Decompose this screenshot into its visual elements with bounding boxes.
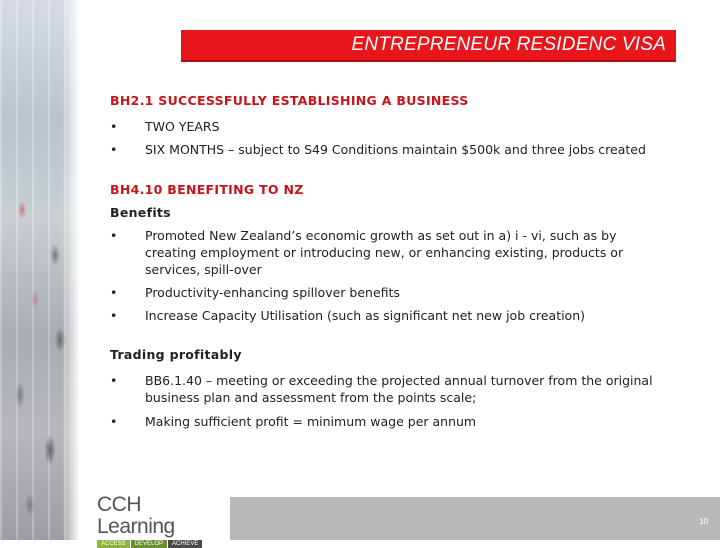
list-item-text: Increase Capacity Utilisation (such as significant net new job creation) xyxy=(145,308,586,323)
footer-bar xyxy=(230,497,720,540)
logo-tagline xyxy=(97,540,217,548)
list-item-text: BB6.1.40 – meeting or exceeding the projected annual turnover from the original business plan and assessment from the points scale; xyxy=(145,373,653,405)
list-item-text: TWO YEARS xyxy=(145,119,220,134)
logo-tag-access: ACCESS xyxy=(97,540,130,548)
list-item-text: Productivity-enhancing spillover benefits xyxy=(145,285,400,300)
bullet: • xyxy=(110,119,118,134)
title-banner xyxy=(181,30,676,62)
list-item xyxy=(110,284,670,301)
list-item xyxy=(110,413,670,430)
slide-content xyxy=(110,92,670,430)
bullet: • xyxy=(110,308,118,323)
logo-tag-achieve: ACHIEVE xyxy=(168,540,202,548)
section-heading-bh2-1: BH2.1 SUCCESSFULLY ESTABLISHING A BUSINESS xyxy=(110,93,469,108)
bullet: • xyxy=(110,373,118,388)
bullet: • xyxy=(110,228,118,243)
logo-tag-develop: DEVELOP xyxy=(131,540,167,548)
list-item xyxy=(110,141,670,158)
trading-subheading: Trading profitably xyxy=(110,347,242,362)
slide-title: ENTREPRENEUR RESIDENC VISA xyxy=(351,34,666,55)
section-heading-bh4-10: BH4.10 BENEFITING TO NZ xyxy=(110,182,304,197)
list-item xyxy=(110,118,670,135)
list-item-text: SIX MONTHS – subject to S49 Conditions maintain $500k and three jobs created xyxy=(145,142,646,157)
bullet: • xyxy=(110,142,118,157)
list-item xyxy=(110,372,670,406)
photo-fade xyxy=(62,0,80,540)
list-item-text: Promoted New Zealand’s economic growth as set out in a) i - vi, such as by creating employment or introducing new, or enhancing existing, products or services, spill-over xyxy=(145,228,624,277)
logo-text: CCH Learning xyxy=(97,493,175,538)
list-item xyxy=(110,307,670,324)
bullet: • xyxy=(110,285,118,300)
list-item-text: Making sufficient profit = minimum wage per annum xyxy=(145,414,477,429)
benefits-subheading: Benefits xyxy=(110,205,171,220)
bullet: • xyxy=(110,414,118,429)
cch-learning-logo xyxy=(97,493,217,547)
list-item xyxy=(110,227,670,278)
page-number: 10 xyxy=(699,517,708,526)
